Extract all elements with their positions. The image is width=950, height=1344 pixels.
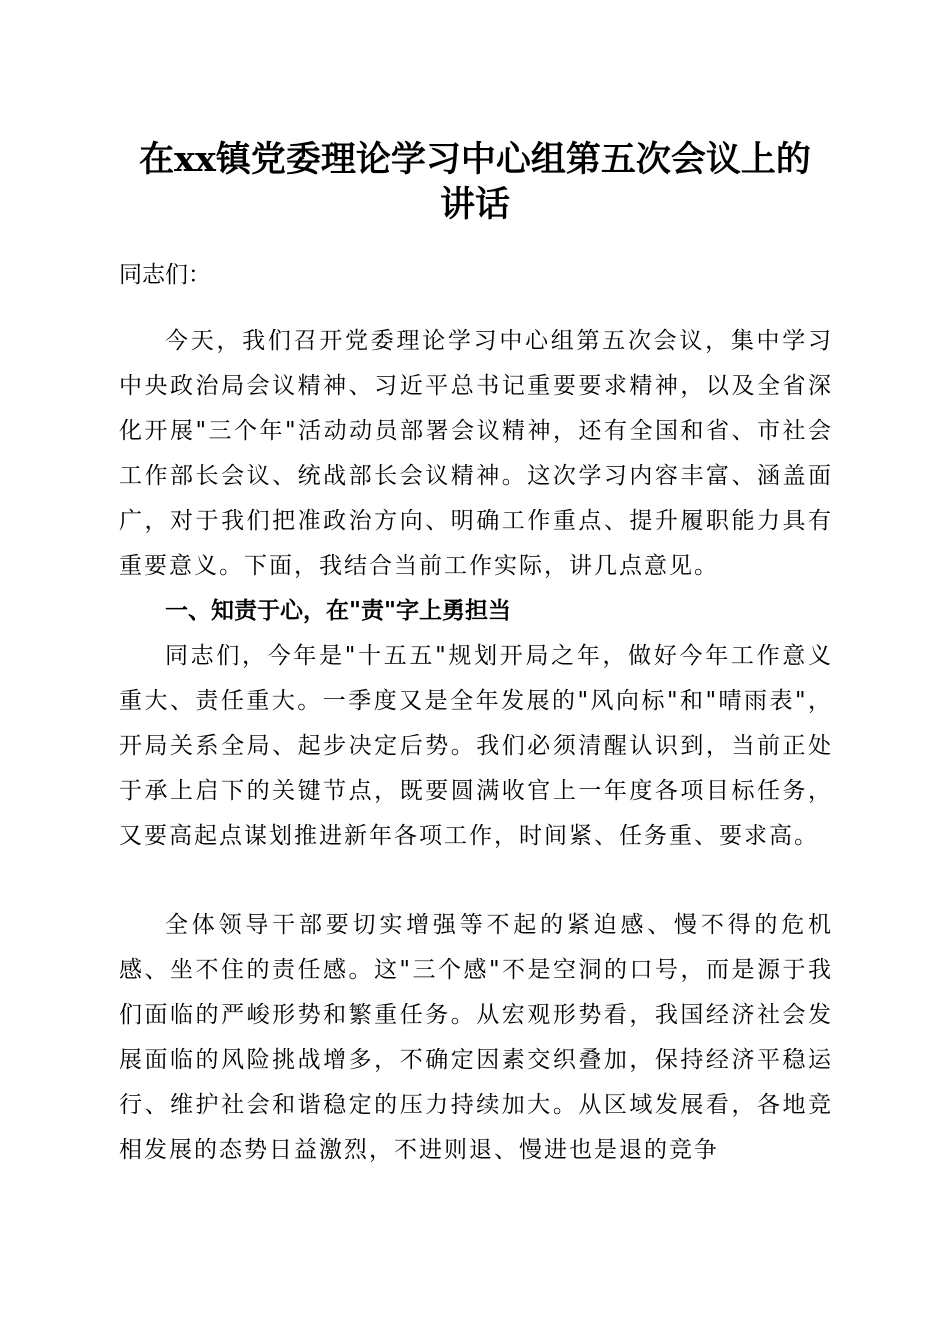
document-title-line2: 讲话	[439, 184, 510, 225]
paragraph-3: 全体领导干部要切实增强等不起的紧迫感、慢不得的危机感、坐不住的责任感。这"三个感"不是空洞的口号，而是源于我们面临的严峻形势和繁重任务。从宏观形势看，我国经济社会发展面临的风险挑战增多，不确定因素交织叠加，保持经济平稳运行、维护社会和谐稳定的压力持续加大。从区域发展看，各地竞相发展的态势日益激烈，不进则退、慢进也是退的竞争	[119, 912, 833, 1163]
salutation: 同志们：	[119, 262, 211, 288]
paragraph-2: 同志们，今年是"十五五"规划开局之年，做好今年工作意义重大、责任重大。一季度又是全年发展的"风向标"和"晴雨表"，开局关系全局、起步决定后势。我们必须清醒认识到，当前正处于承上启下的关键节点，既要圆满收官上一年度各项目标任务，又要高起点谋划推进新年各项工作，时间紧、任务重、要求高。	[119, 643, 833, 849]
section-heading-1: 一、知责于心，在"责"字上勇担当	[165, 598, 511, 624]
paragraph-intro: 今天，我们召开党委理论学习中心组第五次会议，集中学习中央政治局会议精神、习近平总书记重要要求精神，以及全省深化开展"三个年"活动动员部署会议精神，还有全国和省、市社会工作部长会议、统战部长会议精神。这次学习内容丰富、涵盖面广，对于我们把准政治方向、明确工作重点、提升履职能力具有重要意义。下面，我结合当前工作实际，讲几点意见。	[119, 328, 833, 579]
document-title-line1: 在xx镇党委理论学习中心组第五次会议上的	[139, 139, 811, 180]
